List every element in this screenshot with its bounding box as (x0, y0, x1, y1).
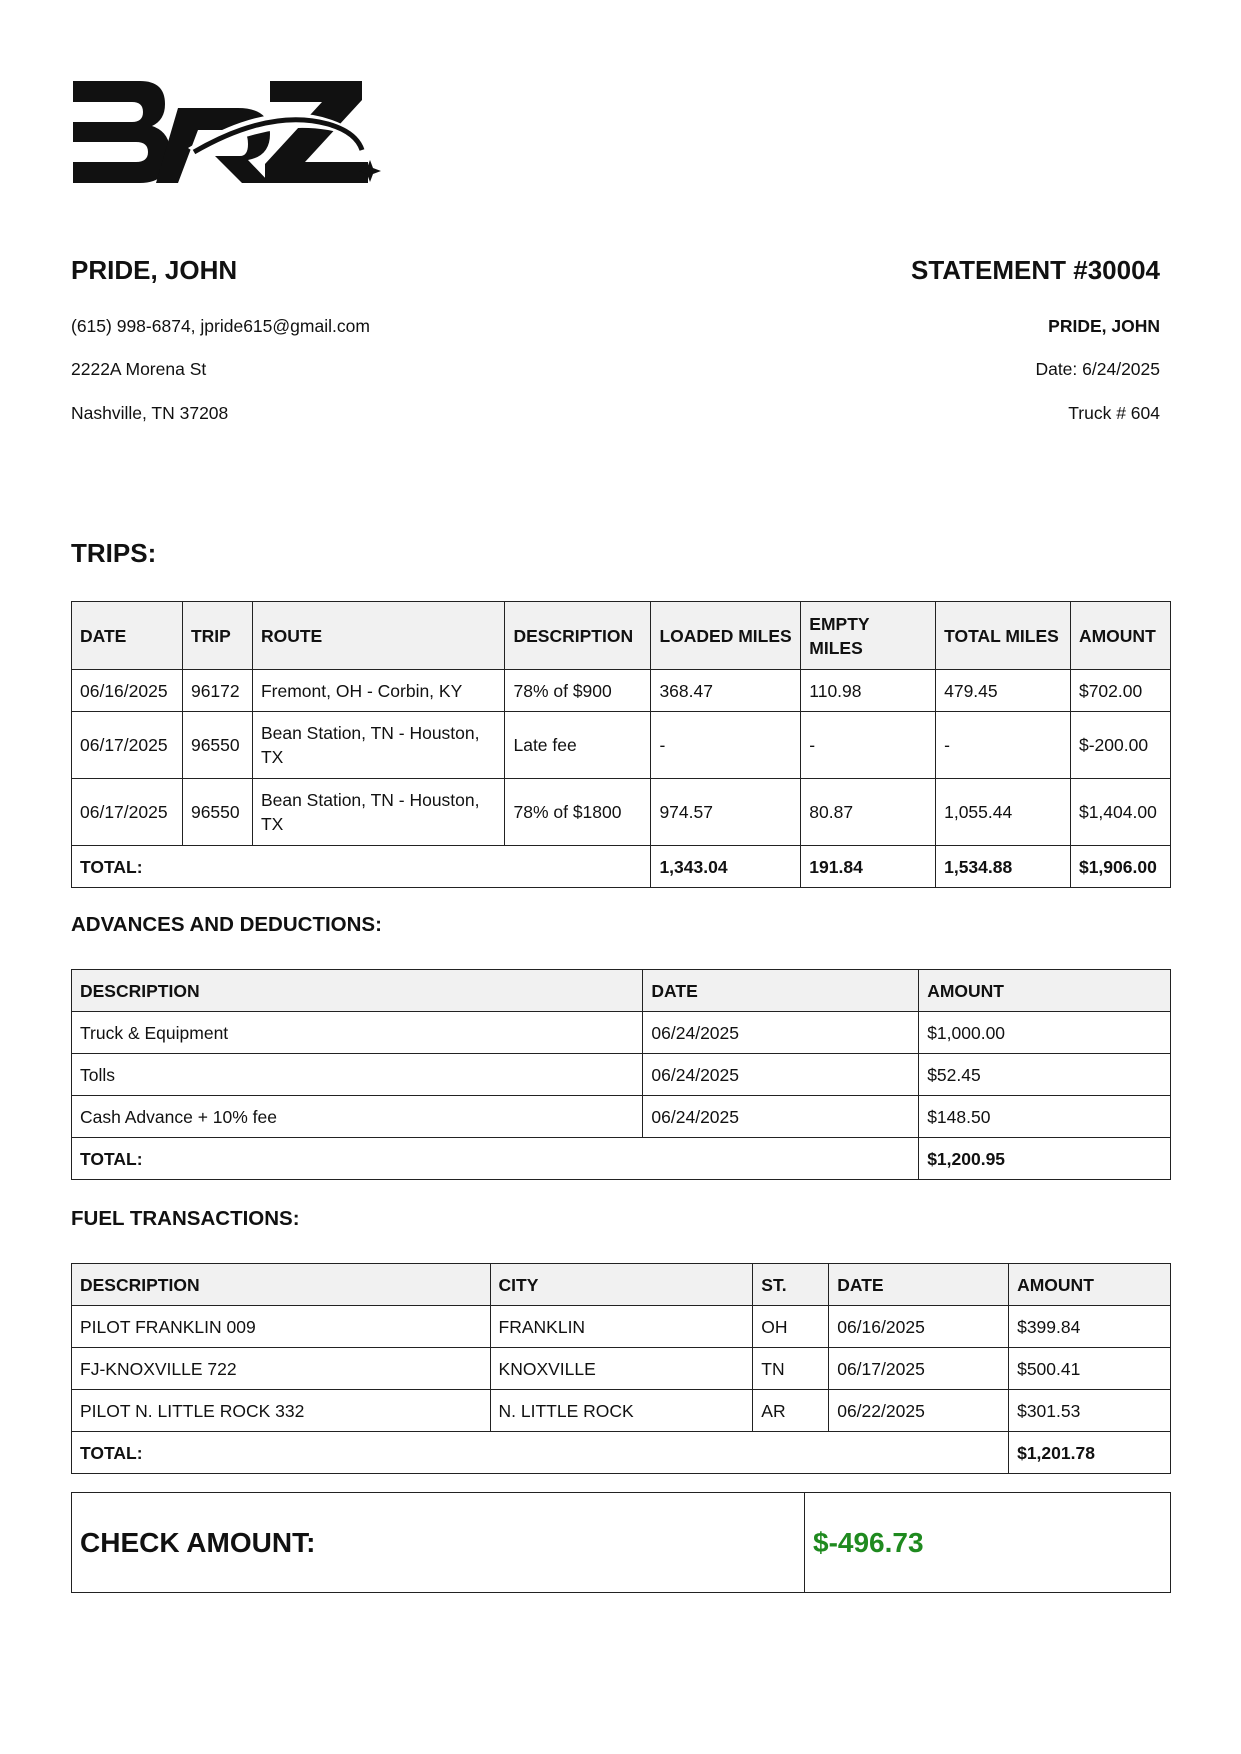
cell-date: 06/24/2025 (643, 1054, 919, 1096)
col-description: DESCRIPTION (505, 602, 651, 670)
fuel-total-row (72, 1432, 1171, 1474)
cell-total-miles: 479.45 (936, 670, 1071, 712)
trips-total-amount: $1,906.00 (1070, 846, 1170, 888)
driver-info (71, 254, 631, 423)
trips-header-row (72, 602, 1171, 670)
cell-total-miles: 1,055.44 (936, 779, 1071, 846)
cell-date: 06/22/2025 (829, 1390, 1009, 1432)
cell-state: OH (753, 1306, 829, 1348)
table-row (72, 1012, 1171, 1054)
statement-title: STATEMENT #30004 (910, 255, 1160, 285)
col-amount: AMOUNT (919, 970, 1171, 1012)
col-amount: AMOUNT (1070, 602, 1170, 670)
cell-amount: $-200.00 (1070, 712, 1170, 779)
col-empty-miles: EMPTY MILES (801, 602, 936, 670)
cell-date: 06/24/2025 (643, 1012, 919, 1054)
col-state: ST. (753, 1264, 829, 1306)
cell-route: Bean Station, TN - Houston, TX (252, 712, 505, 779)
cell-amount: $52.45 (919, 1054, 1171, 1096)
col-description: DESCRIPTION (72, 970, 643, 1012)
driver-name: PRIDE, JOHN (71, 255, 238, 285)
table-row (72, 1054, 1171, 1096)
deductions-title: ADVANCES AND DEDUCTIONS: (71, 913, 382, 936)
cell-city: FRANKLIN (490, 1306, 753, 1348)
trips-total-row (72, 846, 1171, 888)
trips-total-loaded: 1,343.04 (651, 846, 801, 888)
statement-name: PRIDE, JOHN (1048, 316, 1160, 336)
cell-state: AR (753, 1390, 829, 1432)
trips-total-empty: 191.84 (801, 846, 936, 888)
col-date: DATE (643, 970, 919, 1012)
table-row (72, 712, 1171, 779)
cell-date: 06/16/2025 (72, 670, 183, 712)
trips-total-label: TOTAL: (72, 846, 651, 888)
cell-date: 06/17/2025 (72, 779, 183, 846)
fuel-header-row (72, 1264, 1171, 1306)
cell-loaded: - (651, 712, 801, 779)
cell-date: 06/16/2025 (829, 1306, 1009, 1348)
driver-contact: (615) 998-6874, jpride615@gmail.com (71, 316, 370, 336)
cell-amount: $1,404.00 (1070, 779, 1170, 846)
cell-city: N. LITTLE ROCK (490, 1390, 753, 1432)
check-amount-box (71, 1492, 1171, 1593)
table-row (72, 1306, 1171, 1348)
cell-total-miles: - (936, 712, 1071, 779)
cell-loaded: 368.47 (651, 670, 801, 712)
cell-route: Bean Station, TN - Houston, TX (252, 779, 505, 846)
col-amount: AMOUNT (1009, 1264, 1171, 1306)
driver-city: Nashville, TN 37208 (71, 403, 229, 423)
table-row (72, 1390, 1171, 1432)
cell-description: Tolls (72, 1054, 643, 1096)
cell-empty: 110.98 (801, 670, 936, 712)
table-row (72, 1096, 1171, 1138)
driver-street: 2222A Morena St (71, 359, 207, 379)
trips-title: TRIPS: (71, 538, 157, 568)
col-loaded-miles: LOADED MILES (651, 602, 801, 670)
cell-trip: 96550 (182, 712, 252, 779)
cell-description: 78% of $900 (505, 670, 651, 712)
cell-date: 06/24/2025 (643, 1096, 919, 1138)
cell-description: Cash Advance + 10% fee (72, 1096, 643, 1138)
cell-state: TN (753, 1348, 829, 1390)
cell-empty: 80.87 (801, 779, 936, 846)
table-row (72, 1348, 1171, 1390)
check-amount-value: $-496.73 (813, 1526, 924, 1558)
cell-date: 06/17/2025 (829, 1348, 1009, 1390)
col-city: CITY (490, 1264, 753, 1306)
cell-description: FJ-KNOXVILLE 722 (72, 1348, 491, 1390)
deductions-header-row (72, 970, 1171, 1012)
fuel-total-label: TOTAL: (72, 1432, 1009, 1474)
statement-truck: Truck # 604 (1068, 403, 1160, 423)
statement-info (600, 254, 1160, 423)
col-date: DATE (72, 602, 183, 670)
fuel-title: FUEL TRANSACTIONS: (71, 1207, 300, 1230)
col-description: DESCRIPTION (72, 1264, 491, 1306)
cell-city: KNOXVILLE (490, 1348, 753, 1390)
fuel-table (71, 1263, 1171, 1474)
cell-route: Fremont, OH - Corbin, KY (252, 670, 505, 712)
cell-empty: - (801, 712, 936, 779)
cell-amount: $1,000.00 (919, 1012, 1171, 1054)
company-logo (70, 78, 390, 193)
cell-date: 06/17/2025 (72, 712, 183, 779)
statement-date: Date: 6/24/2025 (1035, 359, 1160, 379)
cell-description: 78% of $1800 (505, 779, 651, 846)
col-total-miles: TOTAL MILES (936, 602, 1071, 670)
cell-amount: $399.84 (1009, 1306, 1171, 1348)
cell-amount: $702.00 (1070, 670, 1170, 712)
table-row (72, 670, 1171, 712)
trips-table (71, 601, 1171, 888)
cell-trip: 96550 (182, 779, 252, 846)
check-amount-label: CHECK AMOUNT: (72, 1493, 805, 1592)
col-trip: TRIP (182, 602, 252, 670)
cell-amount: $148.50 (919, 1096, 1171, 1138)
cell-description: Truck & Equipment (72, 1012, 643, 1054)
deductions-total-amount: $1,200.95 (919, 1138, 1171, 1180)
col-date: DATE (829, 1264, 1009, 1306)
cell-description: Late fee (505, 712, 651, 779)
trips-total-miles: 1,534.88 (936, 846, 1071, 888)
cell-amount: $500.41 (1009, 1348, 1171, 1390)
col-route: ROUTE (252, 602, 505, 670)
cell-description: PILOT FRANKLIN 009 (72, 1306, 491, 1348)
deductions-total-label: TOTAL: (72, 1138, 919, 1180)
cell-trip: 96172 (182, 670, 252, 712)
cell-amount: $301.53 (1009, 1390, 1171, 1432)
cell-loaded: 974.57 (651, 779, 801, 846)
table-row (72, 779, 1171, 846)
deductions-table (71, 969, 1171, 1180)
cell-description: PILOT N. LITTLE ROCK 332 (72, 1390, 491, 1432)
deductions-total-row (72, 1138, 1171, 1180)
fuel-total-amount: $1,201.78 (1009, 1432, 1171, 1474)
